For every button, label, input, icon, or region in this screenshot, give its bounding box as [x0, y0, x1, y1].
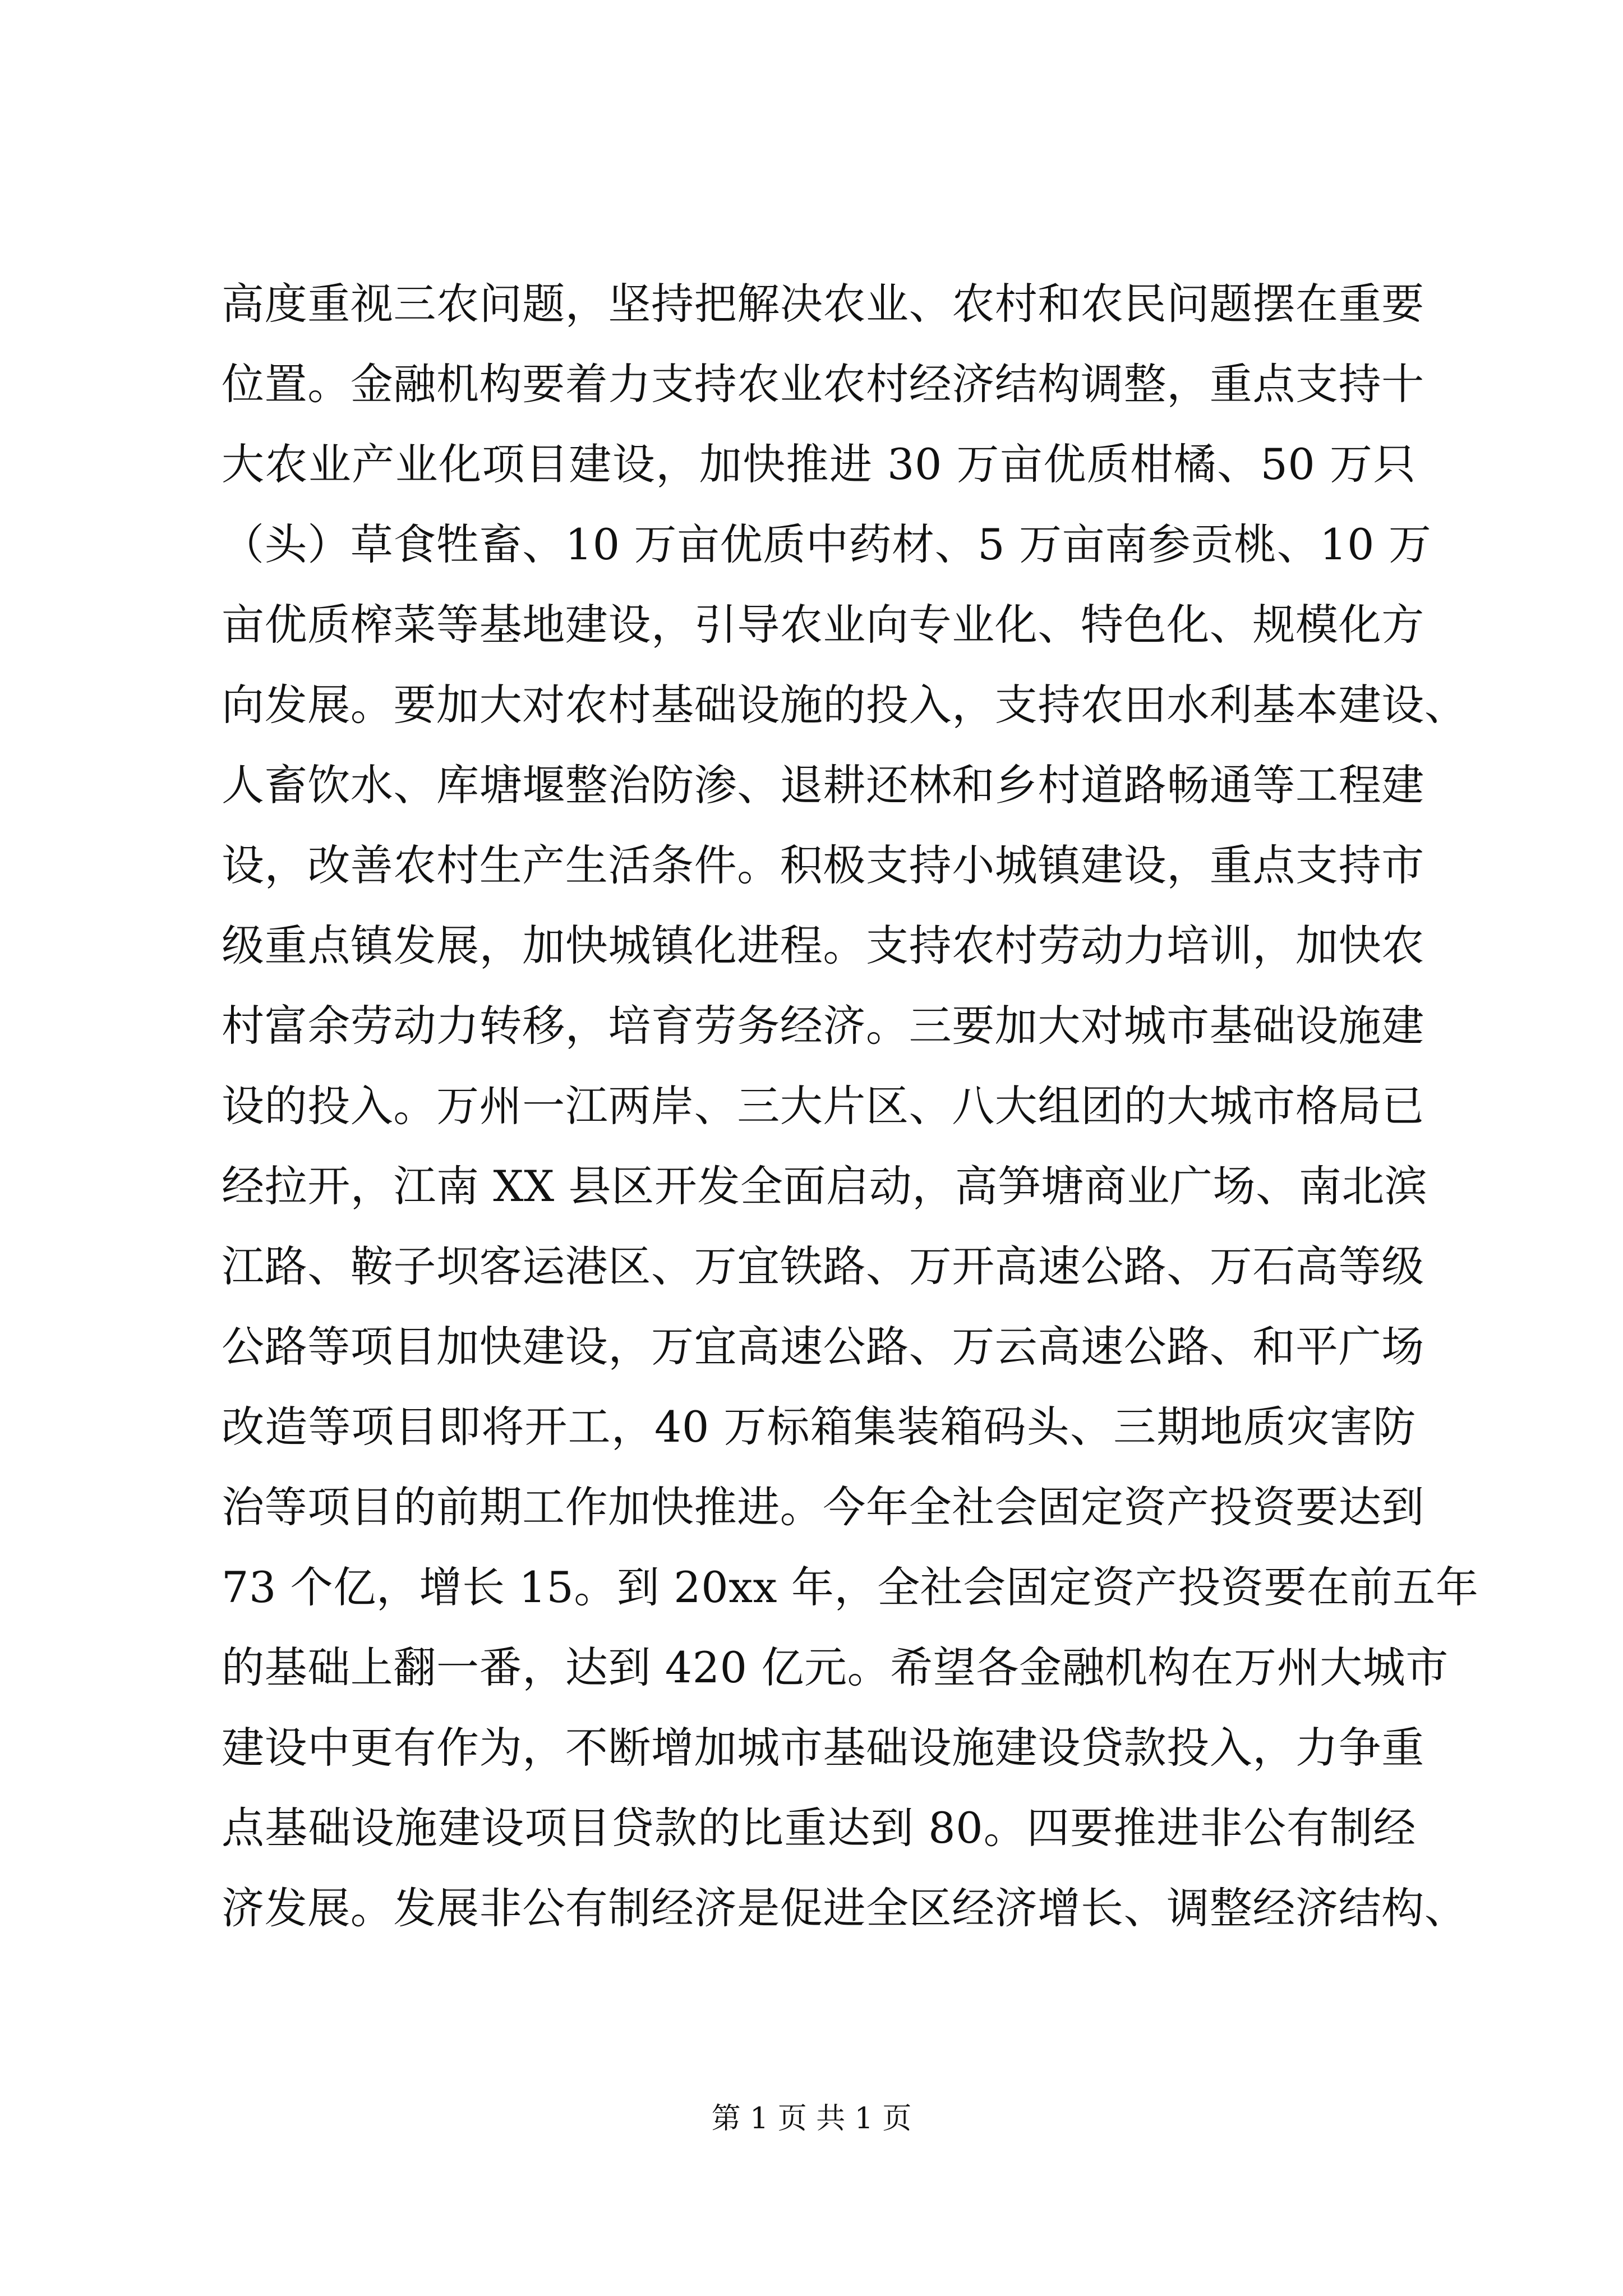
text-line-3: 大农业产业化项目建设，加快推进 30 万亩优质柑橘、50 万只 — [222, 439, 1416, 489]
text-line-10: 村富余劳动力转移，培育劳务经济。三要加大对城市基础设施建 — [222, 1001, 1424, 1051]
text-line-20: 点基础设施建设项目贷款的比重达到 80。四要推进非公有制经 — [222, 1803, 1416, 1853]
text-line-19: 建设中更有作为，不断增加城市基础设施建设贷款投入，力争重 — [222, 1723, 1424, 1773]
text-line-11: 设的投入。万州一江两岸、三大片区、八大组团的大城市格局已 — [222, 1081, 1424, 1131]
body-text — [222, 264, 1479, 1948]
text-line-16: 治等项目的前期工作加快推进。今年全社会固定资产投资要达到 — [222, 1482, 1424, 1532]
text-line-5: 亩优质榨菜等基地建设，引导农业向专业化、特色化、规模化方 — [222, 600, 1424, 650]
text-line-9: 级重点镇发展，加快城镇化进程。支持农村劳动力培训，加快农 — [222, 921, 1424, 970]
text-line-15: 改造等项目即将开工，40 万标箱集装箱码头、三期地质灾害防 — [222, 1402, 1416, 1452]
text-line-6: 向发展。要加大对农村基础设施的投入，支持农田水利基本建设、 — [222, 680, 1468, 730]
text-line-7: 人畜饮水、库塘堰整治防渗、退耕还林和乡村道路畅通等工程建 — [222, 760, 1424, 810]
page-footer — [0, 2099, 1623, 2138]
text-line-14: 公路等项目加快建设，万宜高速公路、万云高速公路、和平广场 — [222, 1322, 1424, 1372]
text-line-12: 经拉开，江南 XX 县区开发全面启动，高笋塘商业广场、南北滨 — [222, 1161, 1428, 1211]
page-number-label: 第 1 页 共 1 页 — [711, 2102, 912, 2136]
text-line-1: 高度重视三农问题，坚持把解决农业、农村和农民问题摆在重要 — [222, 279, 1424, 329]
text-line-4: （头）草食牲畜、10 万亩优质中药材、5 万亩南参贡桃、10 万 — [222, 519, 1432, 569]
text-line-13: 江路、鞍子坝客运港区、万宜铁路、万开高速公路、万石高等级 — [222, 1241, 1424, 1291]
text-line-8: 设，改善农村生产生活条件。积极支持小城镇建设，重点支持市 — [222, 840, 1424, 890]
text-line-2: 位置。金融机构要着力支持农业农村经济结构调整，重点支持十 — [222, 359, 1424, 409]
text-line-18: 的基础上翻一番，达到 420 亿元。希望各金融机构在万州大城市 — [222, 1642, 1449, 1692]
text-line-21: 济发展。发展非公有制经济是促进全区经济增长、调整经济结构、 — [222, 1883, 1468, 1933]
text-line-17: 73 个亿，增长 15。到 20xx 年，全社会固定资产投资要在前五年 — [222, 1562, 1479, 1612]
